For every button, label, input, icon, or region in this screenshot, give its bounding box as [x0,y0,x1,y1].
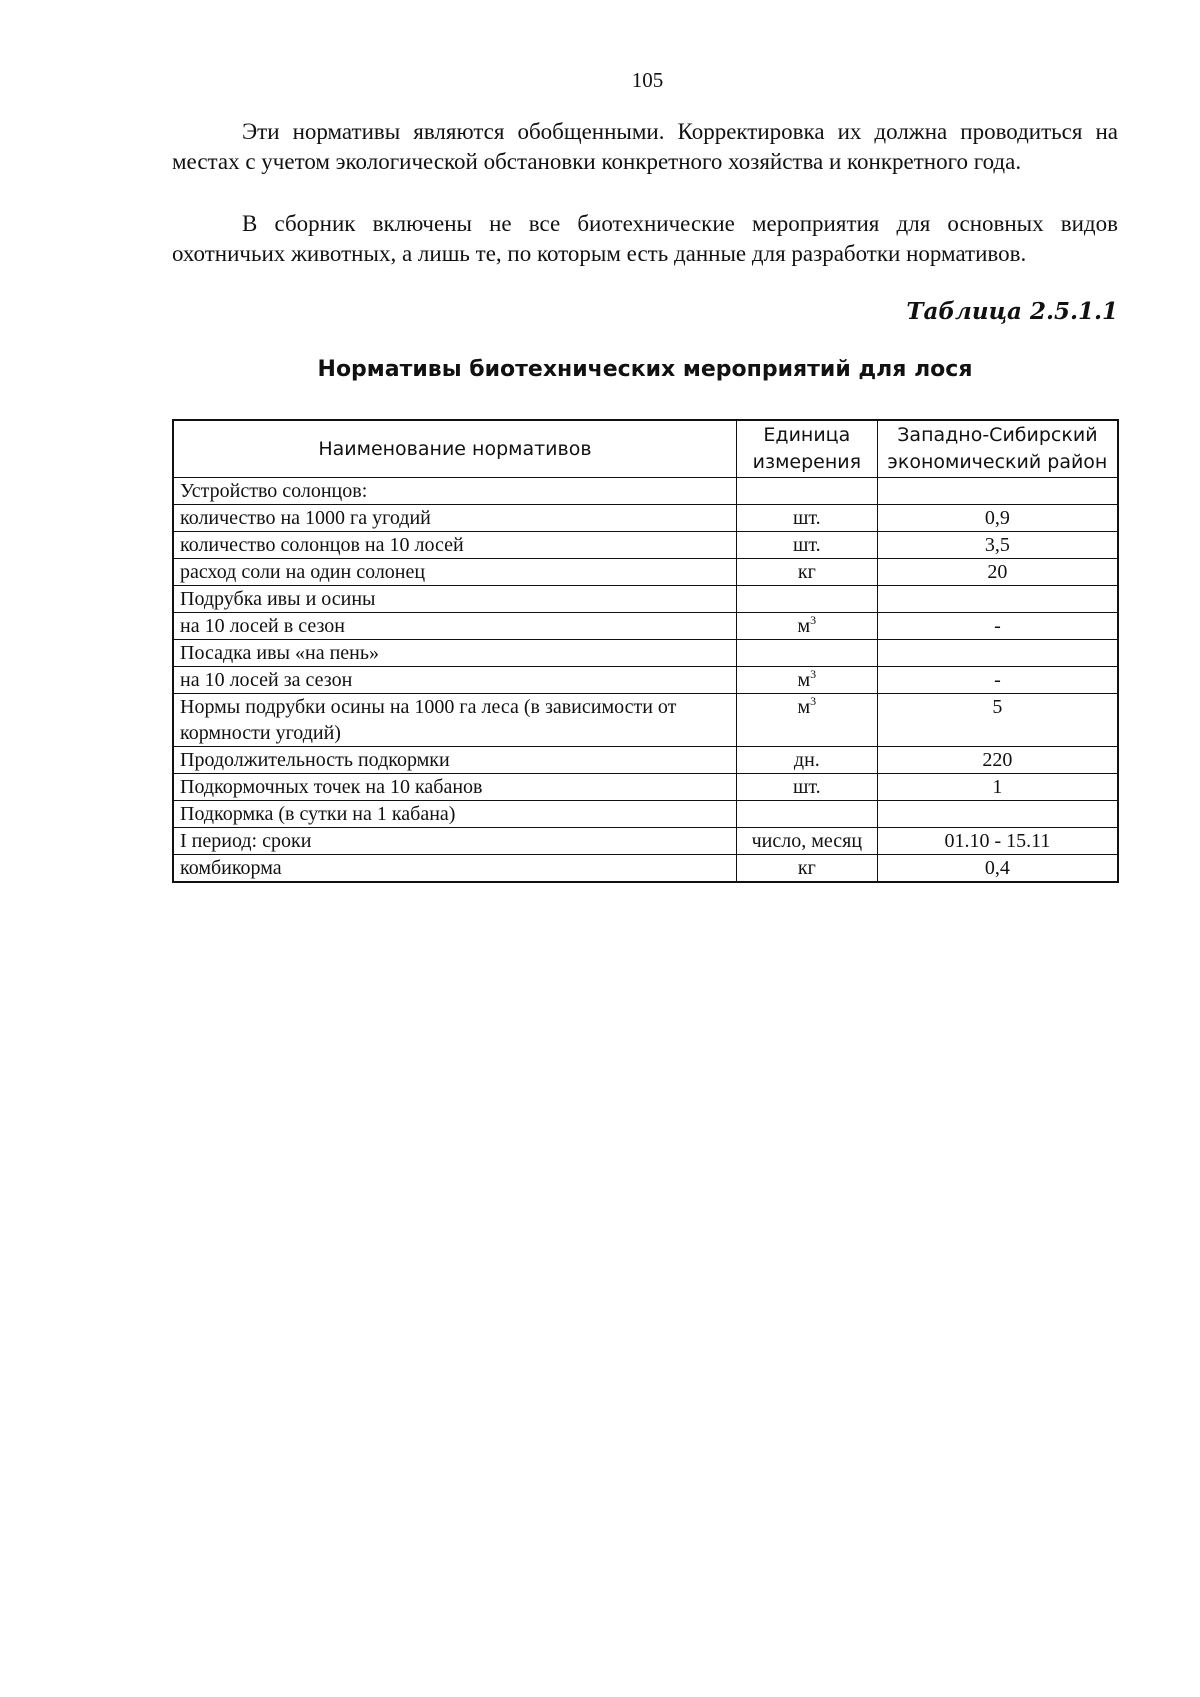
cell-name: Устройство солонцов: [173,478,736,505]
cell-name: Подрубка ивы и осины [173,586,736,613]
table-row [173,613,1118,640]
table-row [173,694,1118,747]
unit-superscript: 3 [810,613,817,627]
cell-name: Посадка ивы «на пень» [173,640,736,667]
table-row [173,532,1118,559]
cell-name: на 10 лосей за сезон [173,667,736,694]
page-number: 105 [631,68,664,92]
cell-value [877,801,1118,828]
unit-superscript: 3 [810,694,817,708]
cell-unit [736,640,877,667]
cell-name: Подкормочных точек на 10 кабанов [173,774,736,801]
paragraph: В сборник включены не все биотехнические мероприятия для основных видов охотничьих животных, а лишь те, по которым есть данные для разработки нормативов. [172,211,1118,266]
unit-text: кг [797,857,816,879]
unit-text: шт. [793,776,821,798]
table-row [173,774,1118,801]
table-row [173,855,1118,883]
table-row [173,828,1118,855]
cell-unit [736,801,877,828]
cell-unit [736,774,877,801]
cell-value: 0,9 [877,505,1118,532]
unit-superscript: 3 [810,667,817,681]
cell-name: расход соли на один солонец [173,559,736,586]
cell-unit [736,747,877,774]
cell-unit [736,694,877,747]
cell-value: 3,5 [877,532,1118,559]
cell-value: 1 [877,774,1118,801]
norms-table [172,419,1119,883]
unit-text: м [797,669,811,691]
unit-text: дн. [793,749,820,771]
cell-value [877,640,1118,667]
cell-unit [736,828,877,855]
table-number: Таблица 2.5.1.1 [906,298,1118,325]
column-header-region: Западно-Сибирский экономический район [877,420,1118,478]
unit-text: шт. [793,507,821,529]
cell-unit [736,559,877,586]
table-title: Нормативы биотехнических мероприятий для лося [317,357,973,382]
table-row [173,801,1118,828]
column-header-unit: Единица измерения [736,420,877,478]
table-row [173,747,1118,774]
cell-name: количество на 1000 га угодий [173,505,736,532]
unit-text: м [797,615,811,637]
table-row [173,505,1118,532]
table-row [173,640,1118,667]
cell-unit [736,505,877,532]
cell-value [877,586,1118,613]
cell-value: - [877,613,1118,640]
cell-unit [736,613,877,640]
unit-text: м [797,696,811,718]
table-row [173,586,1118,613]
cell-value: - [877,667,1118,694]
paragraph: Эти нормативы являются обобщенными. Корректировка их должна проводиться на местах с учетом экологической обстановки конкретного хозяйства и конкретного года. [172,119,1118,174]
cell-value: 0,4 [877,855,1118,883]
cell-value: 5 [877,694,1118,747]
unit-text: шт. [793,534,821,556]
cell-value: 01.10 - 15.11 [877,828,1118,855]
cell-unit [736,586,877,613]
unit-text: число, месяц [751,830,863,852]
cell-value [877,478,1118,505]
table-row [173,478,1118,505]
cell-value: 20 [877,559,1118,586]
cell-name: I период: сроки [173,828,736,855]
cell-value: 220 [877,747,1118,774]
cell-name: Продолжительность подкормки [173,747,736,774]
table-row [173,667,1118,694]
cell-name: комбикорма [173,855,736,883]
table-row [173,559,1118,586]
table-header-row [173,420,1118,478]
cell-unit [736,855,877,883]
cell-unit [736,667,877,694]
cell-name: Нормы подрубки осины на 1000 га леса (в зависимости от кормности угодий) [173,694,736,747]
table-body [173,478,1118,883]
unit-text: кг [797,561,816,583]
cell-name: на 10 лосей в сезон [173,613,736,640]
cell-name: Подкормка (в сутки на 1 кабана) [173,801,736,828]
cell-name: количество солонцов на 10 лосей [173,532,736,559]
cell-unit [736,532,877,559]
cell-unit [736,478,877,505]
column-header-name: Наименование нормативов [173,420,736,478]
